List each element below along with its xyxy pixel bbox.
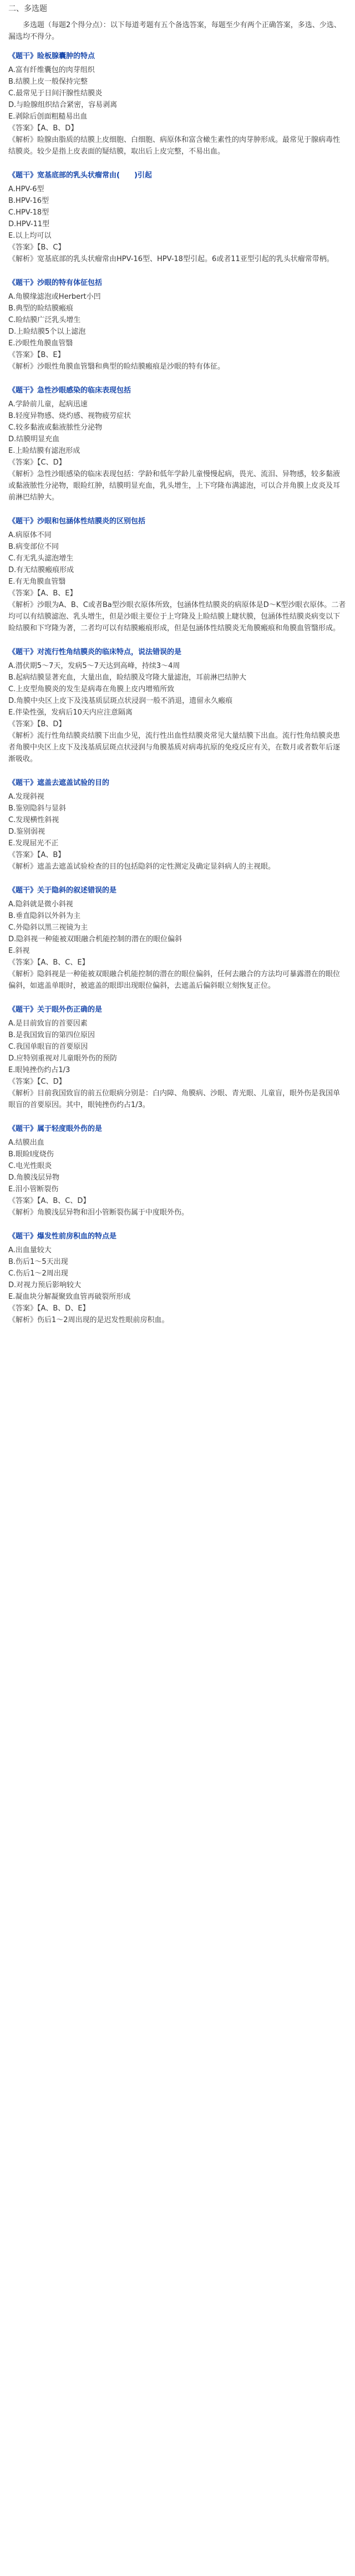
question-option: D.与睑腺组织结合紧密，容易剥离: [8, 101, 118, 109]
question-option: A.出血量较大: [8, 1246, 52, 1254]
question-answer: 《答案》【A、B、C、E】: [8, 958, 89, 967]
question-option: D.HPV-11型: [8, 220, 50, 228]
question-block: [8, 385, 347, 503]
question-stem-text: 关于隐斜的叙述错误的是: [37, 886, 117, 895]
question-option: D.有无结膜瘢痕形成: [8, 566, 74, 574]
question-option: A.潜伏期5～7天，发病5～7天达到高峰，持续3～4周: [8, 662, 180, 670]
question-option: C.有无乳头滤泡增生: [8, 554, 74, 563]
question-option: E.眼钝挫伤约占1/3: [8, 1066, 70, 1074]
question-answer: 《答案》【C、D】: [8, 458, 66, 467]
question-option: A.病原体不同: [8, 531, 52, 539]
question-option: B.眼睑Ⅰ度烧伤: [8, 1150, 54, 1159]
question-analysis: 《解析》角膜浅层异物和泪小管断裂伤属于中度眼外伤。: [8, 1208, 189, 1217]
question-stem-text: 关于眼外伤正确的是: [37, 1006, 103, 1014]
question-option: C.较多黏液或黏液脓性分泌物: [8, 424, 103, 432]
question-analysis: 《解析》隐斜视是一种能被双眼融合机能控制的潜在的眼位偏斜，任何去融合的方法均可暴露潜在的眼位偏斜，如遮盖单眼时，被遮盖的眼即出现眼位偏斜，去遮盖后偏斜眼立刻恢复正位。: [8, 970, 341, 990]
question-option: C.伤后1～2周出现: [8, 1269, 68, 1278]
question-tag: 《题干》: [8, 886, 38, 895]
question-stem: [8, 777, 347, 789]
question-tag: 《题干》: [8, 386, 38, 395]
question-option: C.睑结膜广泛乳头增生: [8, 316, 81, 324]
question-stem: [8, 277, 347, 289]
question-option: C.外隐斜以黑三视镜为主: [8, 924, 88, 932]
question-analysis: 《解析》沙眼性角膜血管翳和典型的睑结膜瘢痕是沙眼的特有体征。: [8, 363, 225, 371]
question-option: A.学龄前儿童，起病迅速: [8, 400, 88, 409]
question-option: E.沙眼性角膜血管翳: [8, 339, 73, 348]
question-option: A.富有纤维囊包的肉芽组织: [8, 66, 95, 74]
question-list: [8, 50, 347, 1326]
question-stem-text: 属于轻度眼外伤的是: [37, 1125, 103, 1133]
question-option: A.HPV-6型: [8, 185, 44, 193]
question-stem: [8, 516, 347, 527]
question-option: E.斜视: [8, 947, 30, 955]
question-block: [8, 1123, 347, 1218]
question-option: B.是我国致盲的第四位原因: [8, 1031, 95, 1039]
question-stem-text: 睑板腺囊肿的特点: [37, 52, 95, 60]
question-option: C.电光性眼炎: [8, 1162, 52, 1170]
question-answer: 《答案》【B、E】: [8, 351, 65, 359]
question-option: A.角膜缘滤泡或Herbert小凹: [8, 293, 101, 301]
question-option: D.角膜中央区上皮下及浅基质层斑点状浸润一般不消退，遗留永久瘢痕: [8, 697, 233, 705]
question-tag: 《题干》: [8, 1125, 38, 1133]
question-stem: [8, 1231, 347, 1242]
question-option: D.结膜明显充血: [8, 435, 60, 443]
question-block: [8, 516, 347, 634]
question-block: [8, 170, 347, 265]
question-option: E.以上均可以: [8, 232, 52, 240]
question-option: D.上睑结膜5个以上滤泡: [8, 328, 86, 336]
question-option: C.HPV-18型: [8, 208, 49, 217]
question-stem: [8, 385, 347, 396]
question-option: E.泪小管断裂伤: [8, 1185, 59, 1193]
question-analysis: 《解析》沙眼为A、B、C或者Ba型沙眼衣原体所致，包涵体性结膜炎的病原体是D～K型沙眼衣原体。二者均可以有结膜滤泡、乳头增生，但是沙眼主要位于上穹隆及上睑结膜上睫状膜，包涵体性结膜炎病变以下睑结膜和下穹隆为著，二者均可以有结膜瘢痕形成，但是包涵体性结膜炎无角膜瘢痕和角膜血管翳形成。: [8, 601, 346, 632]
question-tag: 《题干》: [8, 52, 38, 60]
question-stem: [8, 1004, 347, 1016]
question-analysis: 《解析》宽基底部的乳头状瘤常由HPV-16型、HPV-18型引起。6或者11亚型引起的乳头状瘤常带柄。: [8, 255, 334, 263]
question-option: B.起病结膜显著充血，大量出血，睑结膜及穹隆大量滤泡，耳前淋巴结肿大: [8, 674, 247, 682]
question-answer: 《答案》【A、B】: [8, 851, 65, 859]
question-tag: 《题干》: [8, 1232, 38, 1241]
question-stem-text: 急性沙眼感染的临床表现包括: [37, 386, 131, 395]
question-tag: 《题干》: [8, 517, 38, 526]
question-analysis: 《解析》遮盖去遮盖试验检查的目的包括隐斜的定性测定及确定显斜病人的主视眼。: [8, 863, 276, 871]
question-option: E.凝血块分解凝聚致血管再破裂所形成: [8, 1293, 131, 1301]
question-option: A.发现斜视: [8, 793, 44, 801]
question-block: [8, 50, 347, 157]
question-block: [8, 885, 347, 992]
question-block: [8, 1004, 347, 1111]
question-option: C.我国单眼盲的首要原因: [8, 1043, 88, 1051]
question-option: B.鉴别隐斜与显斜: [8, 804, 67, 813]
question-option: E.伴染性强，发病后10天内应注意隔离: [8, 708, 133, 717]
question-block: [8, 1231, 347, 1326]
question-option: B.伤后1～5天出现: [8, 1258, 68, 1266]
question-option: D.隐斜视一种能被双眼融合机能控制的潜在的眼位偏斜: [8, 935, 182, 943]
question-option: B.病变部位不同: [8, 543, 59, 551]
question-option: B.典型的睑结膜瘢痕: [8, 304, 74, 313]
question-option: B.HPV-16型: [8, 197, 49, 205]
question-option: B.轻度异物感、烧灼感、视物疲劳症状: [8, 412, 131, 420]
question-stem: [8, 1123, 347, 1135]
question-block: [8, 277, 347, 373]
question-option: E.有无角膜血管翳: [8, 578, 66, 586]
question-answer: 《答案》【B、D】: [8, 720, 66, 728]
question-option: E.上睑结膜有滤泡形成: [8, 447, 80, 455]
question-stem-text: 沙眼的特有体征包括: [37, 279, 103, 287]
question-stem-text: 对流行性角结膜炎的临床特点，说法错误的是: [37, 648, 182, 656]
question-option: E.发现屈光不正: [8, 839, 59, 848]
question-tag: 《题干》: [8, 1006, 38, 1014]
question-option: A.隐斜就是微小斜视: [8, 900, 73, 909]
question-tag: 《题干》: [8, 648, 38, 656]
question-option: C.上皮型角膜炎的发生是病毒在角膜上皮内增殖所致: [8, 685, 175, 693]
question-block: [8, 646, 347, 765]
question-stem-text: 沙眼和包涵体性结膜炎的区别包括: [37, 517, 146, 526]
question-tag: 《题干》: [8, 279, 38, 287]
question-option: B.垂直隐斜以外斜为主: [8, 912, 81, 920]
question-answer: 《答案》【B、C】: [8, 243, 65, 252]
question-option: D.角膜浅层异物: [8, 1174, 60, 1182]
question-option: D.对视力预后影响较大: [8, 1281, 82, 1289]
question-answer: 《答案》【A、B、C、D】: [8, 1197, 90, 1205]
question-stem: [8, 50, 347, 62]
question-stem-text: 宽基底部的乳头状瘤常由( )引起: [37, 171, 152, 180]
question-analysis: 《解析》伤后1～2周出现的是迟发性眼前房积血。: [8, 1316, 169, 1324]
section-intro: 多选题（每题2个得分点）：以下每道考题有五个备选答案，每题至少有两个正确答案，多选、少选、漏选均不得分。: [8, 21, 341, 41]
question-stem: [8, 885, 347, 896]
question-option: C.最常见于日间汗腺性结膜炎: [8, 89, 103, 98]
question-stem: [8, 646, 347, 658]
question-answer: 《答案》【A、B、E】: [8, 589, 77, 598]
question-tag: 《题干》: [8, 171, 38, 180]
section-title: 二、多选题: [8, 4, 47, 13]
question-option: A.是目前致盲的首要因素: [8, 1019, 88, 1028]
question-stem-text: 爆发性前房积血的特点是: [37, 1232, 117, 1241]
question-option: A.结膜出血: [8, 1139, 44, 1147]
question-analysis: 《解析》睑腺由脂质的结膜上皮细胞、白细胞、病原体和富含橄生素性的肉芽肿形成。最常见于腺病毒性结膜炎。较少是指上皮表面的疑结膜，取出后上皮完整，不易出血。: [8, 136, 341, 156]
question-answer: 《答案》【A、B、D】: [8, 124, 78, 132]
question-answer: 《答案》【C、D】: [8, 1078, 66, 1086]
question-stem: [8, 170, 347, 181]
question-block: [8, 777, 347, 873]
question-analysis: 《解析》急性沙眼感染的临床表现包括：学龄和低年学龄儿童慢慢起病，畏光、流泪、异物感，较多黏液或黏液脓性分泌物，眼睑红肿，结膜明显充血，乳头增生，上下穹隆布满滤泡，可以合并角膜上皮炎及耳前淋巴结肿大。: [8, 470, 341, 502]
question-analysis: 《解析》流行性角结膜炎结膜下出血少见，流行性出血性结膜炎常见大量结膜下出血。流行性角结膜炎患者角膜中央区上皮下及浅基质层斑点状浸润与角膜基质对病毒抗原的免疫反应有关，在数月或者数年后逐渐吸收。: [8, 732, 341, 763]
question-tag: 《题干》: [8, 779, 38, 787]
question-option: D.鉴别弱视: [8, 828, 45, 836]
question-option: D.应特别重视对儿童眼外伤的预防: [8, 1054, 118, 1063]
question-option: C.发现横性斜视: [8, 816, 59, 824]
question-stem-text: 遮盖去遮盖试验的目的: [37, 779, 110, 787]
question-option: E.剥除后创面粗糙易出血: [8, 113, 88, 121]
question-option: B.结膜上皮一般保持完整: [8, 78, 88, 86]
question-answer: 《答案》【A、B、D、E】: [8, 1304, 90, 1313]
question-analysis: 《解析》目前我国致盲的前五位眼病分别是：白内障、角膜病、沙眼、青光眼、儿童盲，眼外伤是我国单眼盲的首要原因。其中，眼钝挫伤约占1/3。: [8, 1089, 341, 1109]
